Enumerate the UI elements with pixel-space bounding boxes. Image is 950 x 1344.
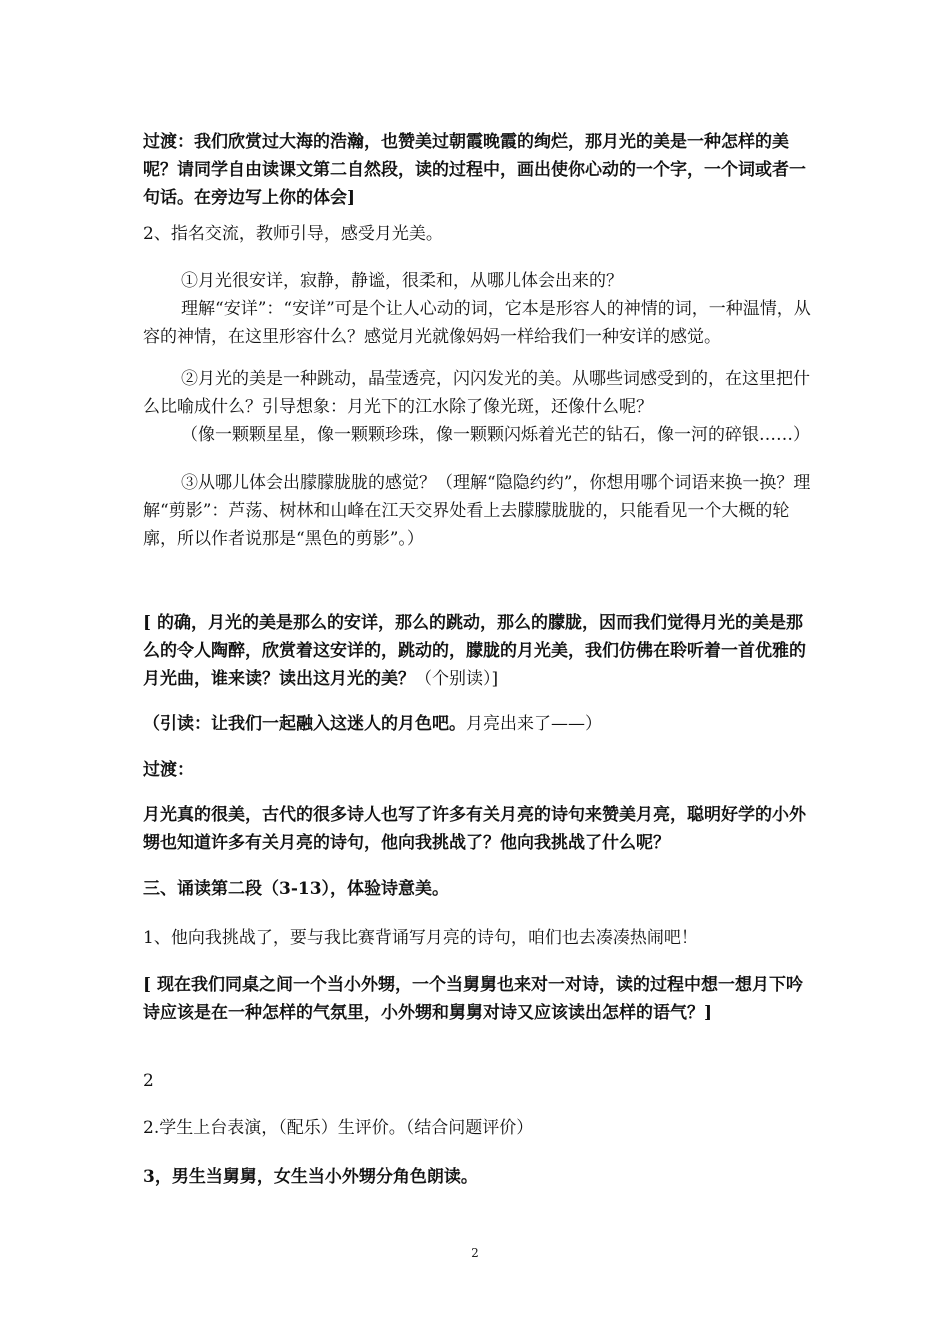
stray-number: 2	[143, 1071, 154, 1091]
imagination-examples: （像一颗颗星星，像一颗颗珍珠，像一颗颗闪烁着光芒的钻石，像一河的碎银……）	[181, 425, 810, 445]
point-2-tiaodong: ②月光的美是一种跳动，晶莹透亮，闪闪发光的美。从哪些词感受到的，在这里把什么比喻成什么？引导想象：月光下的江水除了像光斑，还像什么呢？	[143, 369, 810, 417]
summary-text: [ 的确，月光的美是那么的安详，那么的跳动，那么的朦胧，因而我们觉得月光的美是那么的令人陶醉，欣赏着这安详的，跳动的，朦胧的月光美，我们仿佛在聆听着一首优雅的月光曲，谁来读？读出这月光的美？	[143, 613, 806, 689]
step-3-roles: 3，男生当舅舅，女生当小外甥分角色朗读。	[143, 1167, 478, 1187]
pair-poem-activity: [ 现在我们同桌之间一个当小外甥，一个当舅舅也来对一对诗，读的过程中想一想月下吟诗应该是在一种怎样的气氛里，小外甥和舅舅对诗又应该读出怎样的语气？]	[143, 975, 803, 1023]
page-number: 2	[471, 1246, 479, 1260]
step-1-challenge: 1、他向我挑战了，要与我比赛背诵写月亮的诗句，咱们也去凑凑热闹吧！	[143, 928, 698, 948]
summary-note: （个别读）]	[415, 669, 499, 689]
point-1-anxiang: ①月光很安详，寂静，静谧，很柔和，从哪儿体会出来的？	[181, 271, 623, 291]
transition-paragraph-2: 月光真的很美，古代的很多诗人也写了许多有关月亮的诗句来赞美月亮，聪明好学的小外甥也知道许多有关月亮的诗句，他向我挑战了？他向我挑战了什么呢？	[143, 805, 806, 853]
guided-reading-line: 月亮出来了——）	[466, 714, 602, 734]
transition-label: 过渡：	[143, 760, 194, 780]
step-2-perform: 2.学生上台表演，（配乐）生评价。（结合问题评价）	[143, 1118, 534, 1138]
transition-paragraph-1: 过渡：我们欣赏过大海的浩瀚，也赞美过朝霞晚霞的绚烂，那月光的美是一种怎样的美呢？请同学自由读课文第二自然段，读的过程中，画出使你心动的一个字，一个词或者一句话。在旁边写上你的体会]	[143, 132, 806, 208]
guided-reading-lead: （引读：让我们一起融入这迷人的月色吧。	[143, 714, 466, 734]
understand-anxiang: 理解“安详”：“安详”可是个让人心动的词，它本是形容人的神情的词，一种温情，从容的神情，在这里形容什么？感觉月光就像妈妈一样给我们一种安详的感觉。	[143, 299, 811, 347]
section-3-heading: 三、诵读第二段（3-13），体验诗意美。	[143, 879, 450, 899]
point-3-menglong: ③从哪儿体会出朦朦胧胧的感觉？（理解“隐隐约约”，你想用哪个词语来换一换？理解“剪影”：芦荡、树林和山峰在江天交界处看上去朦朦胧胧的，只能看见一个大概的轮廓，所以作者说那是“黑色的剪影”。）	[143, 473, 811, 549]
guided-reading	[143, 710, 813, 738]
step-2-heading: 2、指名交流，教师引导，感受月光美。	[143, 224, 443, 244]
summary-paragraph	[143, 609, 813, 693]
